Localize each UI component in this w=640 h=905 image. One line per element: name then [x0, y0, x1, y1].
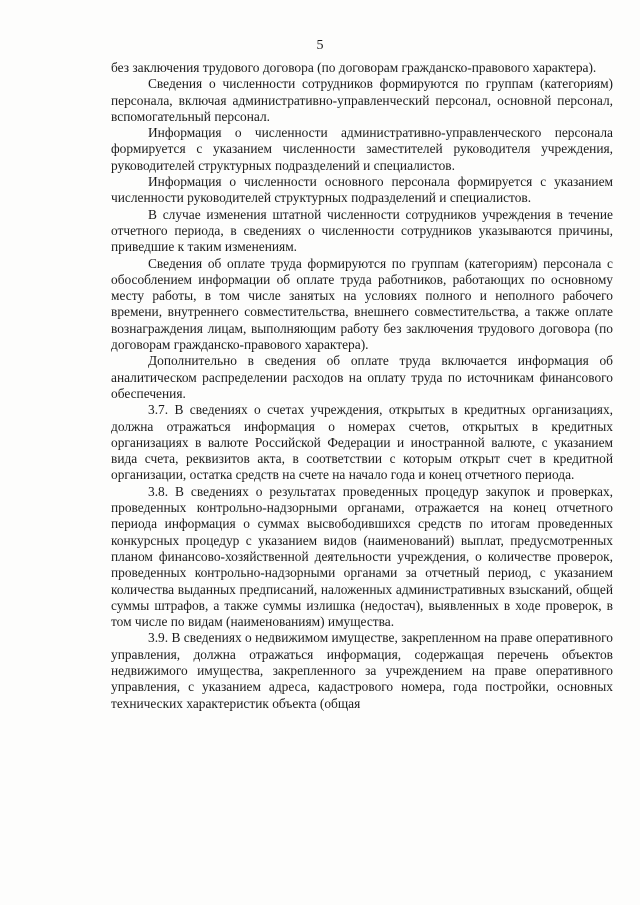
document-body — [111, 60, 613, 712]
paragraph-admin-staff: Информация о численности административно-управленческого персонала формируется с указанием численности заместителей руководителя учреждения, руководителей структурных подразделений и специалистов. — [111, 125, 613, 173]
paragraph-main-staff: Информация о численности основного персонала формируется с указанием численности руководителей структурных подразделений и специалистов. — [111, 174, 613, 206]
paragraph-section-3-8: 3.8. В сведениях о результатах проведенных процедур закупок и проверках, проведенных контрольно-надзорными органами, отражается на конец отчетного периода информация о суммах высвободившихся средств по итогам проведенных конкурсных процедур с указанием видов (наименований) выплат, предусмотренных планом финансово-хозяйственной деятельности учреждения, о количестве проверок, проведенных контрольно-надзорными органами за отчетный период, с указанием количества выданных предписаний, наложенных административных взысканий, общей суммы штрафов, а также суммы излишка (недостач), выявленных в ходе проверок, в том числе по видам (наименованиям) имущества. — [111, 483, 613, 630]
paragraph-payroll: Сведения об оплате труда формируются по группам (категориям) персонала с обособлением информации об оплате труда работников, работающих по основному месту работы, в том числе занятых на условиях полного и неполного рабочего времени, внутреннего совместительства, внешнего совместительства, а также оплате вознаграждения лицам, выполняющим работу без заключения трудового договора (по договорам гражданско-правового характера). — [111, 255, 613, 353]
paragraph-staff-groups: Сведения о численности сотрудников формируются по группам (категориям) персонала, включая административно-управленческий персонал, основной персонал, вспомогательный персонал. — [111, 76, 613, 124]
paragraph-payroll-sources: Дополнительно в сведения об оплате труда включается информация об аналитическом распределении расходов на оплату труда по источникам финансового обеспечения. — [111, 353, 613, 401]
paragraph-continuation: без заключения трудового договора (по договорам гражданско-правового характера). — [111, 60, 597, 75]
page-number: 5 — [316, 38, 324, 53]
paragraph-section-3-9: 3.9. В сведениях о недвижимом имуществе, закрепленном на праве оперативного управления, должна отражаться информация, содержащая перечень объектов недвижимого имущества, закрепленного за учреждением на праве оперативного управления, с указанием адреса, кадастрового номера, года постройки, основных технических характеристик объекта (общая — [111, 630, 613, 711]
paragraph-section-3-7: 3.7. В сведениях о счетах учреждения, открытых в кредитных организациях, должна отражаться информация о номерах счетов, открытых в кредитных организациях в валюте Российской Федерации и иностранной валюте, с указанием вида счета, реквизитов акта, в соответствии с которым открыт счет в кредитной организации, остатка средств на счете на начало года и конец отчетного периода. — [111, 402, 613, 483]
paragraph-staff-changes: В случае изменения штатной численности сотрудников учреждения в течение отчетного периода, в сведениях о численности сотрудников указываются причины, приведшие к таким изменениям. — [111, 206, 613, 255]
